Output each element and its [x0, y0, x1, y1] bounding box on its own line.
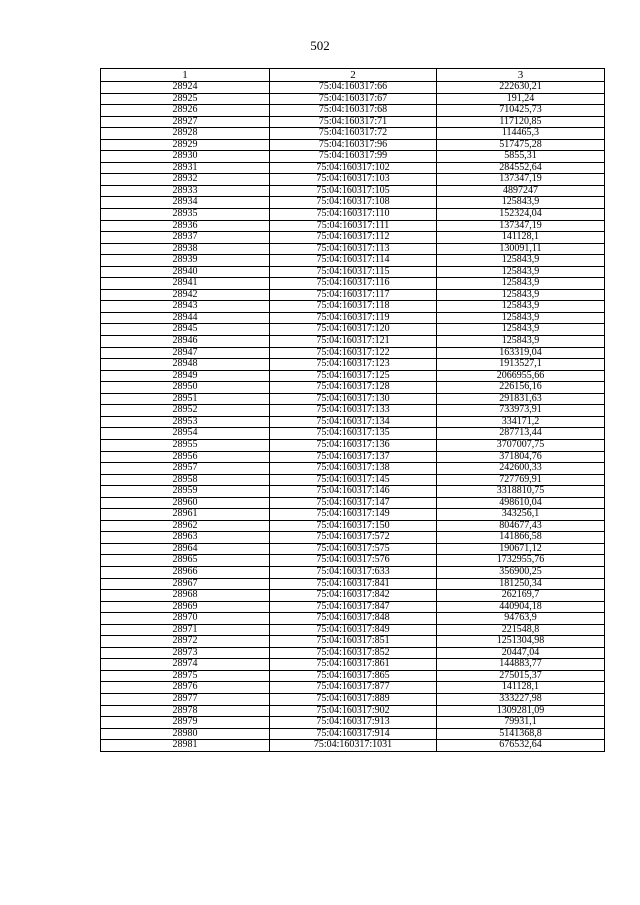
value-cell: 287713,44 [437, 428, 605, 440]
cadastral-number-cell: 75:04:160317:103 [270, 174, 437, 186]
row-number-cell: 28972 [101, 636, 270, 648]
value-cell: 371804,76 [437, 451, 605, 463]
value-cell: 733973,91 [437, 405, 605, 417]
cadastral-number-cell: 75:04:160317:120 [270, 324, 437, 336]
cadastral-number-cell: 75:04:160317:145 [270, 474, 437, 486]
cadastral-number-cell: 75:04:160317:1031 [270, 740, 437, 752]
table-row [101, 601, 605, 613]
row-number-cell: 28968 [101, 590, 270, 602]
row-number-cell: 28964 [101, 543, 270, 555]
table-row [101, 728, 605, 740]
value-cell: 5855,31 [437, 151, 605, 163]
column-header: 2 [270, 69, 437, 82]
table-row [101, 151, 605, 163]
value-cell: 804677,43 [437, 520, 605, 532]
row-number-cell: 28960 [101, 497, 270, 509]
table-row [101, 705, 605, 717]
cadastral-number-cell: 75:04:160317:96 [270, 139, 437, 151]
table-row [101, 590, 605, 602]
table-row [101, 370, 605, 382]
table-row [101, 647, 605, 659]
value-cell: 3318810,75 [437, 486, 605, 498]
row-number-cell: 28931 [101, 162, 270, 174]
cadastral-number-cell: 75:04:160317:149 [270, 509, 437, 521]
cadastral-number-cell: 75:04:160317:851 [270, 636, 437, 648]
table-row [101, 220, 605, 232]
value-cell: 226156,16 [437, 382, 605, 394]
value-cell: 181250,34 [437, 578, 605, 590]
cadastral-number-cell: 75:04:160317:847 [270, 601, 437, 613]
cadastral-number-cell: 75:04:160317:848 [270, 613, 437, 625]
value-cell: 440904,18 [437, 601, 605, 613]
value-cell: 114465,3 [437, 128, 605, 140]
cadastral-number-cell: 75:04:160317:113 [270, 243, 437, 255]
row-number-cell: 28945 [101, 324, 270, 336]
cadastral-number-cell: 75:04:160317:913 [270, 717, 437, 729]
row-number-cell: 28976 [101, 682, 270, 694]
table-row [101, 659, 605, 671]
cadastral-number-cell: 75:04:160317:849 [270, 624, 437, 636]
table-row [101, 174, 605, 186]
table-row [101, 243, 605, 255]
cadastral-number-cell: 75:04:160317:147 [270, 497, 437, 509]
row-number-cell: 28941 [101, 278, 270, 290]
row-number-cell: 28963 [101, 532, 270, 544]
value-cell: 125843,9 [437, 324, 605, 336]
row-number-cell: 28955 [101, 439, 270, 451]
row-number-cell: 28952 [101, 405, 270, 417]
value-cell: 1732955,76 [437, 555, 605, 567]
cadastral-number-cell: 75:04:160317:877 [270, 682, 437, 694]
cadastral-number-cell: 75:04:160317:136 [270, 439, 437, 451]
value-cell: 20447,04 [437, 647, 605, 659]
table-row [101, 670, 605, 682]
cadastral-number-cell: 75:04:160317:68 [270, 105, 437, 117]
row-number-cell: 28948 [101, 359, 270, 371]
row-number-cell: 28928 [101, 128, 270, 140]
row-number-cell: 28966 [101, 566, 270, 578]
table-row [101, 324, 605, 336]
table-row [101, 497, 605, 509]
table-row [101, 82, 605, 94]
value-cell: 141128,1 [437, 232, 605, 244]
value-cell: 163319,04 [437, 347, 605, 359]
table-row [101, 532, 605, 544]
cadastral-number-cell: 75:04:160317:842 [270, 590, 437, 602]
cadastral-number-cell: 75:04:160317:116 [270, 278, 437, 290]
value-cell: 517475,28 [437, 139, 605, 151]
table-row [101, 613, 605, 625]
row-number-cell: 28929 [101, 139, 270, 151]
row-number-cell: 28946 [101, 336, 270, 348]
table-row [101, 382, 605, 394]
table-header-row [101, 69, 605, 82]
table-row [101, 336, 605, 348]
row-number-cell: 28938 [101, 243, 270, 255]
cadastral-number-cell: 75:04:160317:123 [270, 359, 437, 371]
value-cell: 152324,04 [437, 209, 605, 221]
table-row [101, 162, 605, 174]
column-header: 3 [437, 69, 605, 82]
row-number-cell: 28969 [101, 601, 270, 613]
value-cell: 125843,9 [437, 266, 605, 278]
row-number-cell: 28944 [101, 312, 270, 324]
cadastral-number-cell: 75:04:160317:119 [270, 312, 437, 324]
value-cell: 3707007,75 [437, 439, 605, 451]
column-header: 1 [101, 69, 270, 82]
table-row [101, 555, 605, 567]
value-cell: 333227,98 [437, 693, 605, 705]
row-number-cell: 28927 [101, 116, 270, 128]
row-number-cell: 28951 [101, 393, 270, 405]
cadastral-number-cell: 75:04:160317:125 [270, 370, 437, 382]
table-row [101, 105, 605, 117]
value-cell: 222630,21 [437, 82, 605, 94]
cadastral-number-cell: 75:04:160317:105 [270, 185, 437, 197]
value-cell: 5141368,8 [437, 728, 605, 740]
cadastral-number-cell: 75:04:160317:108 [270, 197, 437, 209]
row-number-cell: 28935 [101, 209, 270, 221]
row-number-cell: 28965 [101, 555, 270, 567]
cadastral-number-cell: 75:04:160317:852 [270, 647, 437, 659]
value-cell: 94763,9 [437, 613, 605, 625]
cadastral-number-cell: 75:04:160317:865 [270, 670, 437, 682]
cadastral-number-cell: 75:04:160317:117 [270, 289, 437, 301]
cadastral-number-cell: 75:04:160317:902 [270, 705, 437, 717]
table-row [101, 209, 605, 221]
cadastral-number-cell: 75:04:160317:135 [270, 428, 437, 440]
cadastral-number-cell: 75:04:160317:576 [270, 555, 437, 567]
value-cell: 191,24 [437, 93, 605, 105]
table-row [101, 197, 605, 209]
table-row [101, 486, 605, 498]
table-row [101, 347, 605, 359]
row-number-cell: 28933 [101, 185, 270, 197]
value-cell: 130091,11 [437, 243, 605, 255]
table-row [101, 93, 605, 105]
value-cell: 141866,58 [437, 532, 605, 544]
cadastral-number-cell: 75:04:160317:67 [270, 93, 437, 105]
row-number-cell: 28939 [101, 255, 270, 267]
cadastral-number-cell: 75:04:160317:137 [270, 451, 437, 463]
table-body [101, 82, 605, 752]
row-number-cell: 28973 [101, 647, 270, 659]
cadastral-number-cell: 75:04:160317:861 [270, 659, 437, 671]
row-number-cell: 28956 [101, 451, 270, 463]
row-number-cell: 28953 [101, 416, 270, 428]
value-cell: 356900,25 [437, 566, 605, 578]
row-number-cell: 28974 [101, 659, 270, 671]
cadastral-number-cell: 75:04:160317:112 [270, 232, 437, 244]
table-row [101, 693, 605, 705]
value-cell: 117120,85 [437, 116, 605, 128]
value-cell: 1309281,09 [437, 705, 605, 717]
value-cell: 291831,63 [437, 393, 605, 405]
value-cell: 262169,7 [437, 590, 605, 602]
cadastral-number-cell: 75:04:160317:889 [270, 693, 437, 705]
table-row [101, 543, 605, 555]
cadastral-number-cell: 75:04:160317:71 [270, 116, 437, 128]
cadastral-number-cell: 75:04:160317:134 [270, 416, 437, 428]
value-cell: 1251304,98 [437, 636, 605, 648]
table-row [101, 463, 605, 475]
table-row [101, 139, 605, 151]
value-cell: 4897247 [437, 185, 605, 197]
cadastral-number-cell: 75:04:160317:128 [270, 382, 437, 394]
row-number-cell: 28959 [101, 486, 270, 498]
value-cell: 144883,77 [437, 659, 605, 671]
value-cell: 137347,19 [437, 174, 605, 186]
data-table [100, 68, 605, 752]
table-row [101, 266, 605, 278]
value-cell: 125843,9 [437, 289, 605, 301]
cadastral-number-cell: 75:04:160317:118 [270, 301, 437, 313]
value-cell: 334171,2 [437, 416, 605, 428]
cadastral-number-cell: 75:04:160317:841 [270, 578, 437, 590]
value-cell: 125843,9 [437, 197, 605, 209]
cadastral-number-cell: 75:04:160317:130 [270, 393, 437, 405]
value-cell: 125843,9 [437, 301, 605, 313]
cadastral-number-cell: 75:04:160317:146 [270, 486, 437, 498]
row-number-cell: 28937 [101, 232, 270, 244]
value-cell: 275015,37 [437, 670, 605, 682]
table-row [101, 312, 605, 324]
cadastral-number-cell: 75:04:160317:115 [270, 266, 437, 278]
page-number: 502 [310, 38, 330, 53]
row-number-cell: 28947 [101, 347, 270, 359]
row-number-cell: 28967 [101, 578, 270, 590]
row-number-cell: 28958 [101, 474, 270, 486]
row-number-cell: 28980 [101, 728, 270, 740]
cadastral-number-cell: 75:04:160317:150 [270, 520, 437, 532]
row-number-cell: 28971 [101, 624, 270, 636]
row-number-cell: 28970 [101, 613, 270, 625]
value-cell: 141128,1 [437, 682, 605, 694]
table-row [101, 451, 605, 463]
table-row [101, 359, 605, 371]
table-row [101, 636, 605, 648]
row-number-cell: 28932 [101, 174, 270, 186]
value-cell: 137347,19 [437, 220, 605, 232]
cadastral-number-cell: 75:04:160317:572 [270, 532, 437, 544]
value-cell: 343256,1 [437, 509, 605, 521]
value-cell: 1913527,1 [437, 359, 605, 371]
cadastral-number-cell: 75:04:160317:111 [270, 220, 437, 232]
row-number-cell: 28978 [101, 705, 270, 717]
table-row [101, 578, 605, 590]
value-cell: 125843,9 [437, 312, 605, 324]
row-number-cell: 28936 [101, 220, 270, 232]
cadastral-number-cell: 75:04:160317:122 [270, 347, 437, 359]
row-number-cell: 28977 [101, 693, 270, 705]
table-row [101, 255, 605, 267]
value-cell: 284552,64 [437, 162, 605, 174]
value-cell: 190671,12 [437, 543, 605, 555]
cadastral-number-cell: 75:04:160317:633 [270, 566, 437, 578]
cadastral-number-cell: 75:04:160317:114 [270, 255, 437, 267]
table-row [101, 393, 605, 405]
table-row [101, 439, 605, 451]
table-row [101, 116, 605, 128]
row-number-cell: 28943 [101, 301, 270, 313]
table-row [101, 301, 605, 313]
row-number-cell: 28950 [101, 382, 270, 394]
value-cell: 676532,64 [437, 740, 605, 752]
table-row [101, 509, 605, 521]
cadastral-number-cell: 75:04:160317:110 [270, 209, 437, 221]
cadastral-number-cell: 75:04:160317:575 [270, 543, 437, 555]
table-row [101, 416, 605, 428]
row-number-cell: 28924 [101, 82, 270, 94]
cadastral-number-cell: 75:04:160317:66 [270, 82, 437, 94]
table-row [101, 717, 605, 729]
value-cell: 710425,73 [437, 105, 605, 117]
table-row [101, 566, 605, 578]
table-row [101, 520, 605, 532]
row-number-cell: 28930 [101, 151, 270, 163]
row-number-cell: 28949 [101, 370, 270, 382]
row-number-cell: 28954 [101, 428, 270, 440]
row-number-cell: 28925 [101, 93, 270, 105]
row-number-cell: 28962 [101, 520, 270, 532]
table-row [101, 624, 605, 636]
value-cell: 125843,9 [437, 255, 605, 267]
row-number-cell: 28961 [101, 509, 270, 521]
cadastral-number-cell: 75:04:160317:121 [270, 336, 437, 348]
table-row [101, 474, 605, 486]
value-cell: 125843,9 [437, 278, 605, 290]
row-number-cell: 28981 [101, 740, 270, 752]
value-cell: 498610,04 [437, 497, 605, 509]
table-row [101, 278, 605, 290]
row-number-cell: 28979 [101, 717, 270, 729]
row-number-cell: 28940 [101, 266, 270, 278]
cadastral-number-cell: 75:04:160317:72 [270, 128, 437, 140]
table-row [101, 289, 605, 301]
table-row [101, 682, 605, 694]
value-cell: 221548,8 [437, 624, 605, 636]
row-number-cell: 28942 [101, 289, 270, 301]
table-row [101, 428, 605, 440]
value-cell: 727769,91 [437, 474, 605, 486]
row-number-cell: 28975 [101, 670, 270, 682]
row-number-cell: 28926 [101, 105, 270, 117]
cadastral-number-cell: 75:04:160317:914 [270, 728, 437, 740]
value-cell: 242600,33 [437, 463, 605, 475]
table-row [101, 185, 605, 197]
row-number-cell: 28934 [101, 197, 270, 209]
cadastral-number-cell: 75:04:160317:102 [270, 162, 437, 174]
cadastral-number-cell: 75:04:160317:99 [270, 151, 437, 163]
table-row [101, 232, 605, 244]
cadastral-number-cell: 75:04:160317:138 [270, 463, 437, 475]
value-cell: 125843,9 [437, 336, 605, 348]
cadastral-number-cell: 75:04:160317:133 [270, 405, 437, 417]
table-row [101, 405, 605, 417]
value-cell: 79931,1 [437, 717, 605, 729]
table-row [101, 128, 605, 140]
value-cell: 2066955,66 [437, 370, 605, 382]
row-number-cell: 28957 [101, 463, 270, 475]
table-row [101, 740, 605, 752]
